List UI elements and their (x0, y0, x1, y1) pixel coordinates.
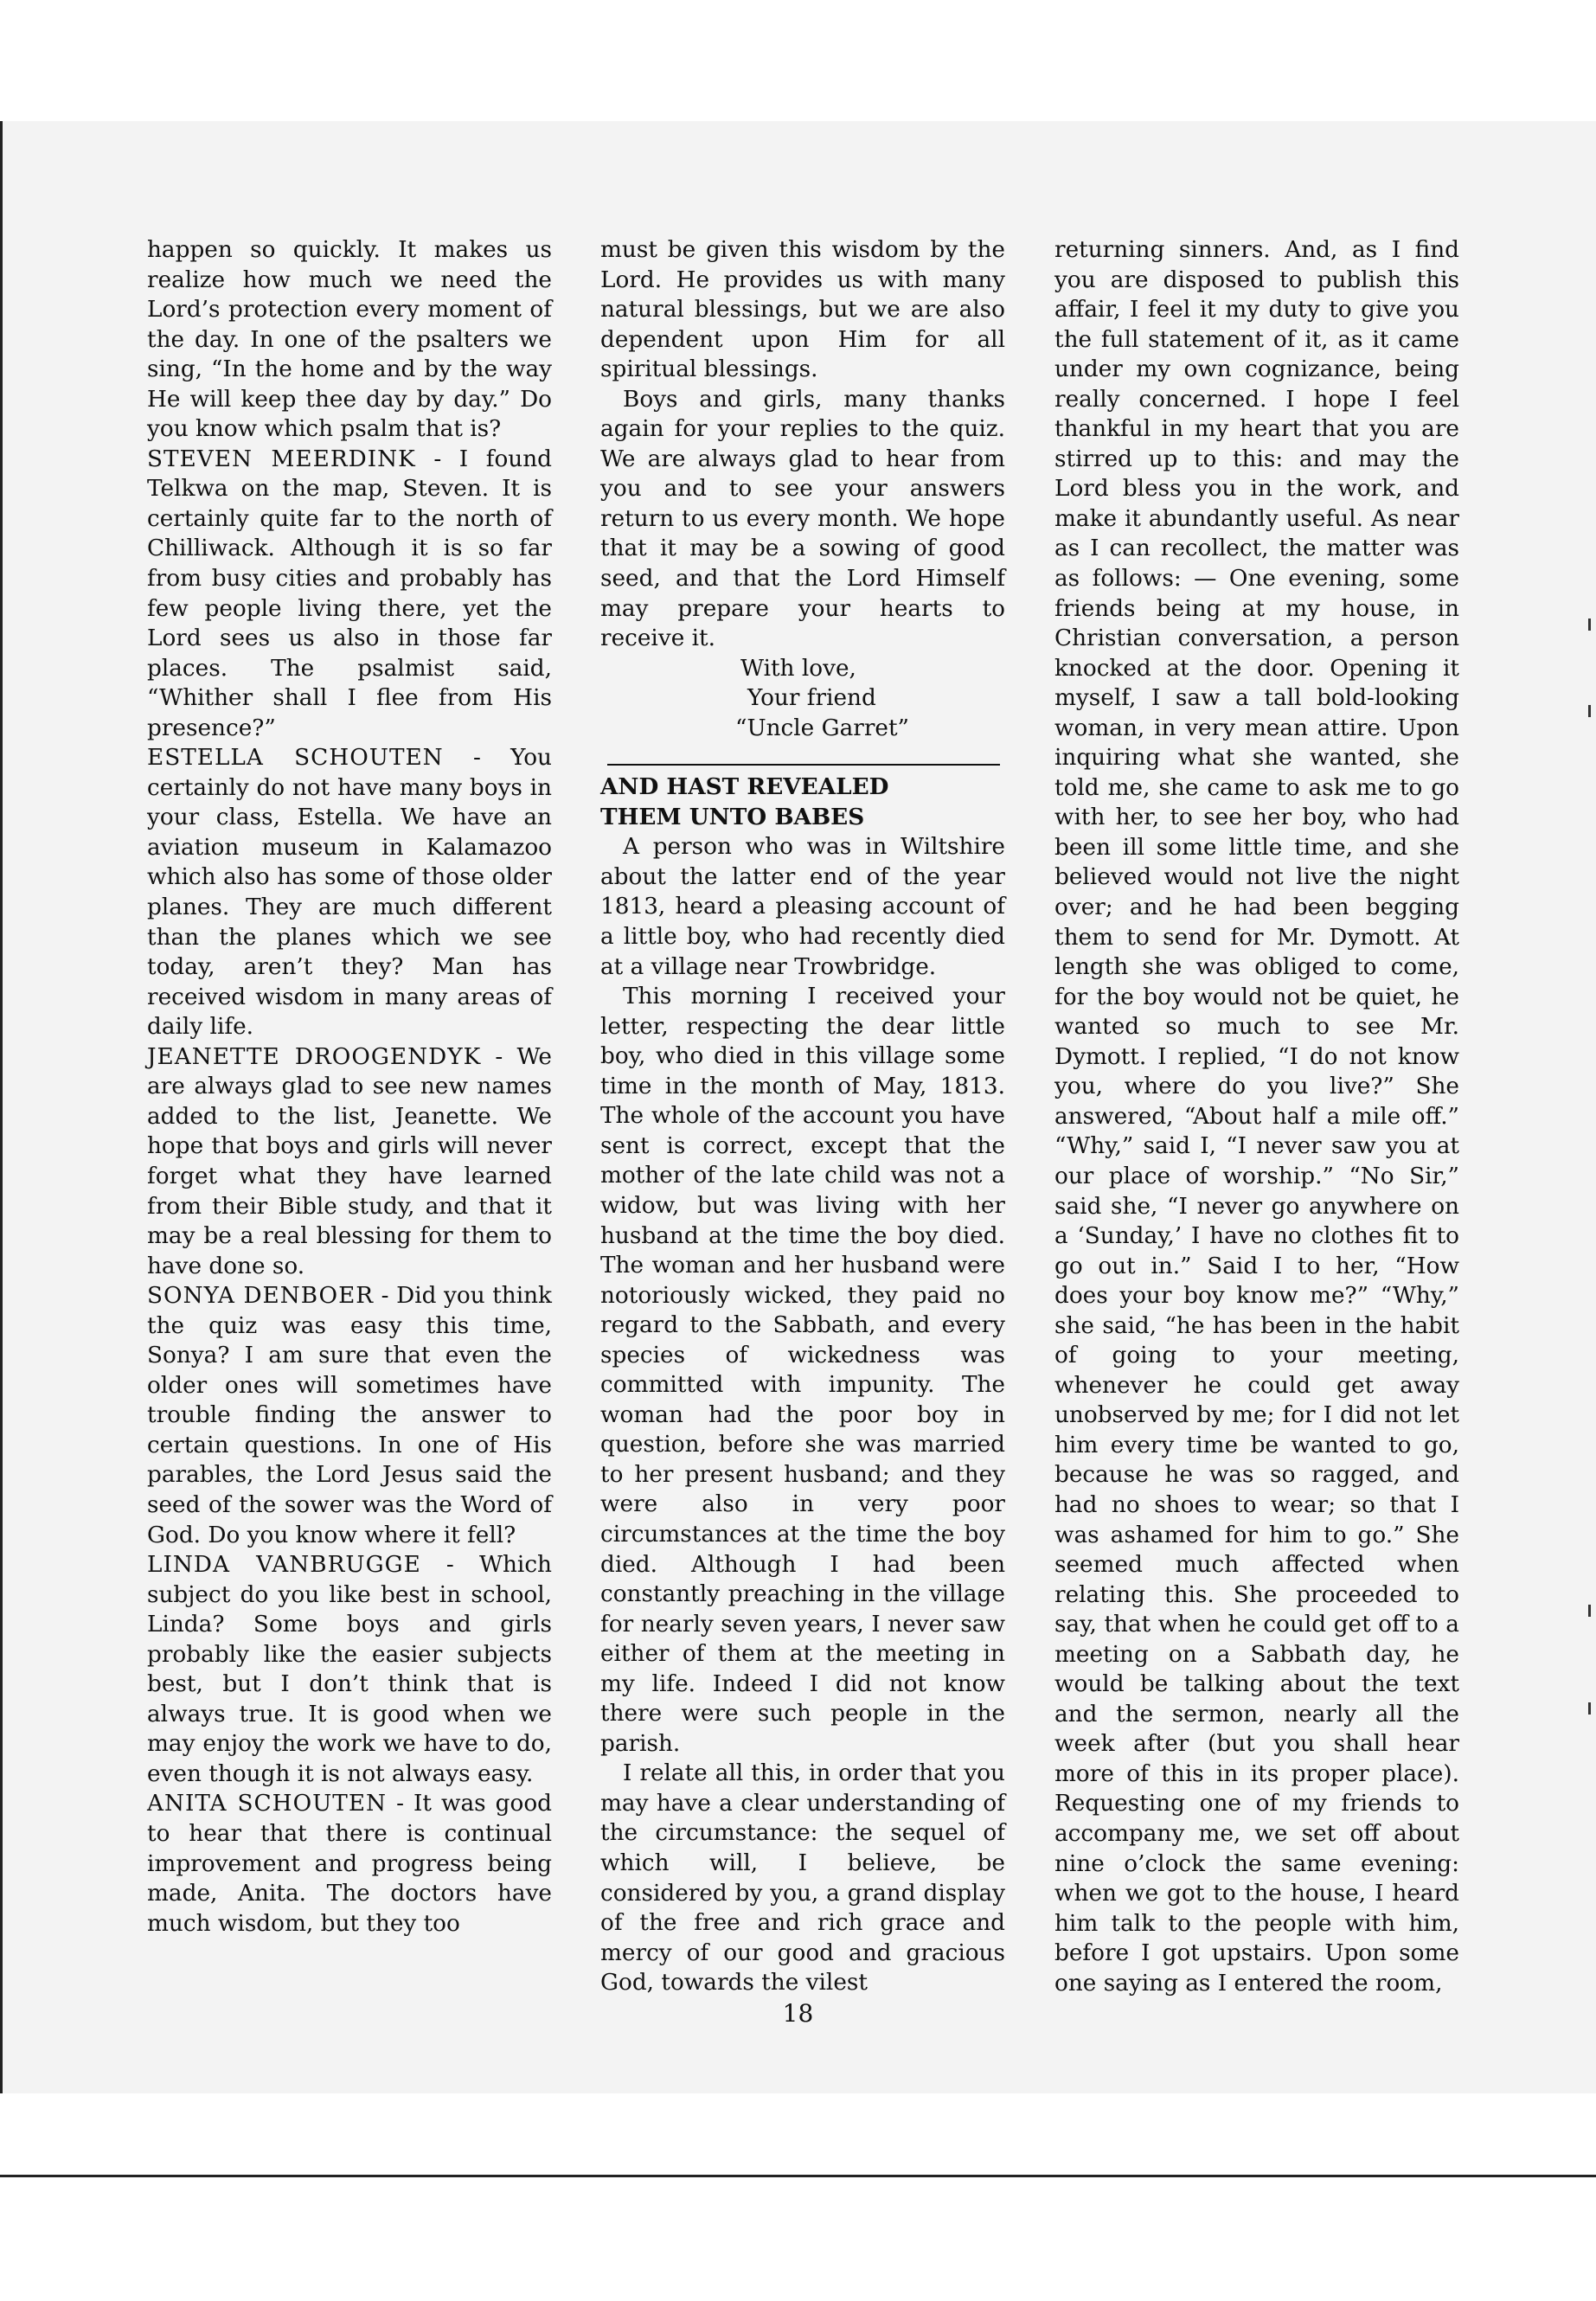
scan-left-edge (0, 121, 3, 2093)
reply-text: - Which subject do you like best in school, Linda? Some boys and girls probably like the easier subjects best, but I don’t think that is always true. It is good when we may enjoy the work we have to do, even though it is not always easy. (147, 1552, 552, 1787)
paragraph: This morning I received your letter, respecting the dear little boy, who died in this village some time in the month of May, 1813. The whole of the account you have sent is correct, except that the mother of the late child was not a widow, but was living with her husband at the time the boy died. The woman and her husband were notoriously wicked, they paid no regard to the Sabbath, and every species of wickedness was committed with impunity. The woman had the poor boy in question, before she was married to her present husband; and they were also in very poor circumstances at the time the boy died. Although I had been constantly preaching in the village for nearly seven years, I never saw either of them at the meeting in my life. Indeed I did not know there were such people in the parish. (600, 984, 1005, 1757)
reply-text: - It was good to hear that there is continual improvement and progress being made, Anita. The doctors have much wisdom, but they too (147, 1791, 552, 1937)
closing-friend: Your friend (747, 685, 876, 712)
closing-love: With love, (740, 655, 856, 682)
reply-jeanette (147, 1042, 552, 1281)
reply-text: - Did you think the quiz was easy this time, Sonya? I am sure that even the older ones will sometimes have trouble finding the answer to certain questions. In one of His parables, the Lord Jesus said the seed of the sower was the Word of God. Do you know where it fell? (147, 1283, 552, 1548)
paragraph: must be given this wisdom by the Lord. He provides us with many natural blessings, but we are also dependent upon Him for all spiritual blessings. (600, 237, 1005, 383)
reply-linda (147, 1550, 552, 1789)
paragraph: happen so quickly. It makes us realize how much we need the Lord’s protection every moment of the day. In one of the psalters we sing, “In the home and by the way He will keep thee day by day.” Do you know which psalm that is? (147, 237, 552, 443)
reply-name: STEVEN MEERDINK (147, 445, 416, 472)
scan-bottom-edge (0, 2175, 1596, 2177)
reply-steven (147, 445, 552, 743)
reply-name: JEANETTE DROOGENDYK (147, 1043, 482, 1070)
scan-top-margin (0, 0, 1596, 121)
reply-name: ESTELLA SCHOUTEN (147, 745, 444, 772)
reply-anita (147, 1789, 552, 1939)
column-right (1054, 235, 1459, 1998)
scan-edge-mark (1588, 619, 1591, 631)
paragraph: A person who was in Wiltshire about the latter end of the year 1813, heard a pleasing account of a little boy, who had recently died at a village near Trowbridge. (600, 834, 1005, 980)
scan-edge-mark (1588, 705, 1591, 717)
scan-edge-mark (1588, 1702, 1591, 1715)
reply-text: - You certainly do not have many boys in your class, Estella. We have an aviation museum in Kalamazoo which also has some of those older planes. They are much different than the planes which we see today, aren’t they? Man has received wisdom in many areas of daily life. (147, 745, 552, 1041)
paragraph: Boys and girls, many thanks again for your replies to the quiz. We are always glad to hear from you and to see your answers return to us every month. We hope that it may be a sowing of good seed, and that the Lord Himself may prepare your hearts to receive it. (600, 386, 1005, 652)
column-middle (600, 235, 1005, 1998)
page-number: 18 (782, 1999, 814, 2028)
reply-sonya (147, 1281, 552, 1550)
reply-estella (147, 743, 552, 1042)
reply-name: LINDA VANBRUGGE (147, 1552, 421, 1579)
reply-name: ANITA SCHOUTEN (147, 1791, 388, 1817)
article-headline-line-1: AND HAST REVEALED (600, 773, 889, 801)
reply-text: - We are always glad to see new names added to the list, Jeanette. We hope that boys and girls will never forget what they have learned from their Bible study, and that it may be a real blessing for them to have done so. (147, 1043, 552, 1279)
section-divider (607, 764, 1000, 766)
reply-name: SONYA DENBOER (147, 1283, 375, 1310)
closing-signature: “Uncle Garret” (735, 715, 910, 741)
paragraph: I relate all this, in order that you may have a clear understanding of the circumstance: the sequel of which will, I believe, be considered by you, a grand display of the free and rich grace and mercy of our good and gracious God, towards the vilest (600, 1760, 1005, 1997)
scan-edge-mark (1588, 1605, 1591, 1617)
paragraph: returning sinners. And, as I find you are disposed to publish this affair, I feel it my duty to give you the full statement of it, as it came under my own cognizance, being really concerned. I hope I feel thankful in my heart that you are stirred up to this: and may the Lord bless you in the work, and make it abundantly useful. As near as I can recollect, the matter was as follows: — One evening, some friends being at my house, in Christian conversation, a person knocked at the door. Opening it myself, I saw a tall bold-looking woman, in very mean attire. Upon inquiring what she wanted, she told me, she came to ask me to go with her, to see her boy, who had been ill some little time, and she believed would not live the night over; and he had been begging them to send for Mr. Dymott. At length she was obliged to come, for the boy would not be quiet, he wanted so much to see Mr. Dymott. I replied, “I do not know you, where do you live?” She answered, “About half a mile off.” “Why,” said I, “I never saw you at our place of worship.” “No Sir,” said she, “I never go anywhere on a ‘Sunday,’ I have no clothes fit to go out in.” Said I to her, “How does your boy know me?” “Why,” she said, “he has been in the habit of going to your meeting, whenever he could get away unobserved by me; for I did not let him every time be wanted to go, because he was so ragged, and had no shoes to wear; so that I was ashamed for him to go.” She seemed much affected when relating this. She proceeded to say, that when he could get off to a meeting on a Sabbath day, he would be talking about the text and the sermon, nearly all the week after (but you shall hear more of this in its proper place). Requesting one of my friends to accompany me, we set off about nine o’clock the same evening: when we got to the house, I heard him talk to the people with him, before I got upstairs. Upon some one saying as I entered the room, (1054, 237, 1459, 1997)
reply-text: - I found Telkwa on the map, Steven. It is certainly quite far to the north of Chilliwack. Although it is so far from busy cities and probably has few people living there, yet the Lord sees us also in those far places. The psalmist said, “Whither shall I flee from His presence?” (147, 445, 552, 741)
column-left (147, 235, 552, 1939)
article-headline-line-2: THEM UNTO BABES (600, 803, 865, 830)
